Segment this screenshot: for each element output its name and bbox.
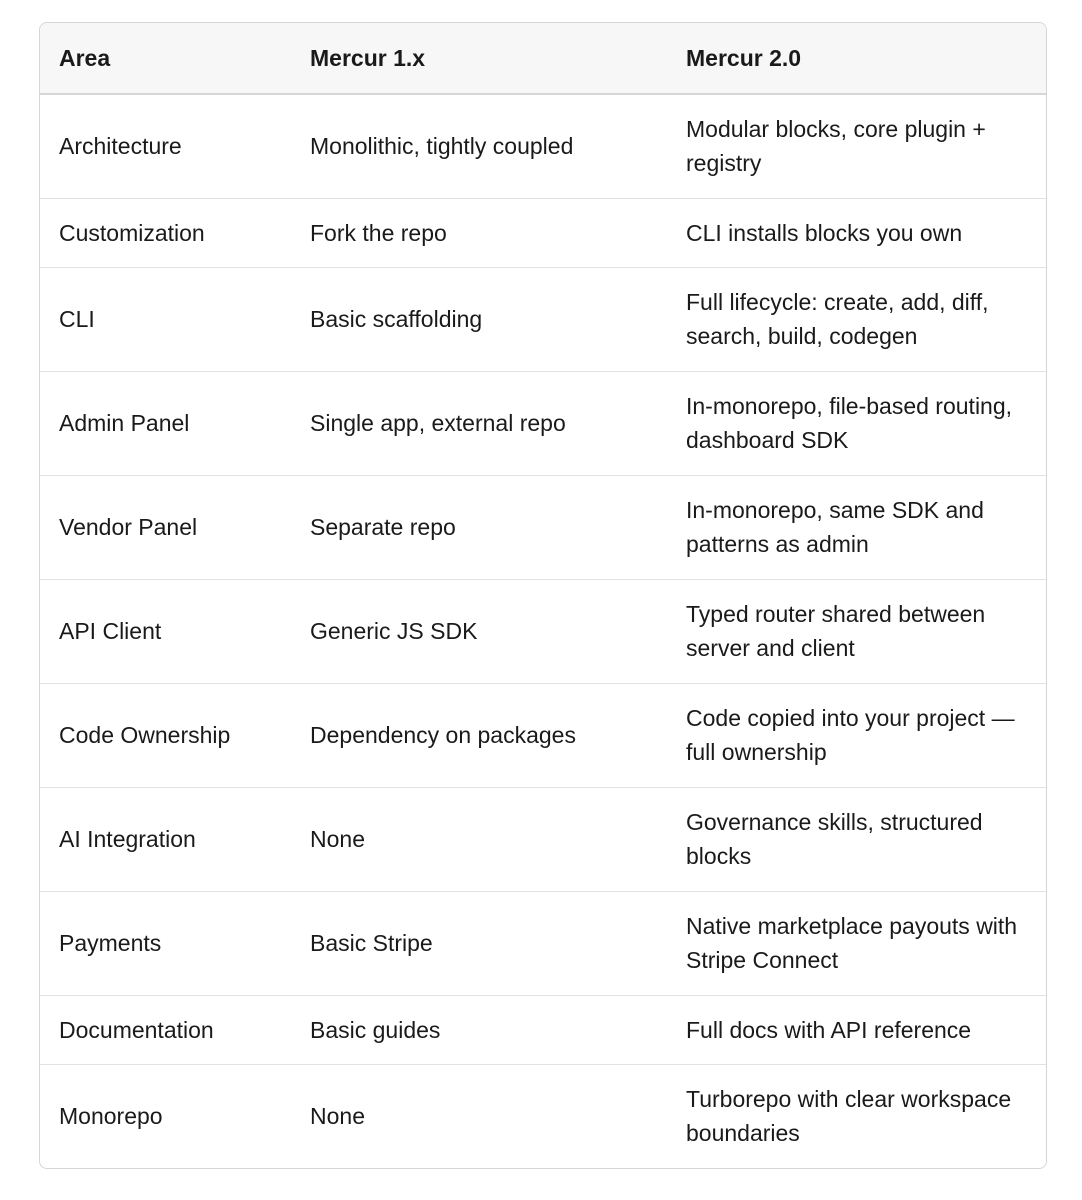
table-row (40, 579, 1046, 683)
cell-mercur-2: In-monorepo, file-based routing, dashboard SDK (667, 371, 1046, 475)
table-row (40, 198, 1046, 267)
cell-area: Documentation (40, 995, 291, 1064)
cell-area: AI Integration (40, 787, 291, 891)
comparison-table (40, 23, 1046, 1168)
cell-mercur-1x: Separate repo (291, 475, 667, 579)
cell-mercur-1x: None (310, 1103, 365, 1130)
comparison-table-container (39, 22, 1047, 1169)
table-row (40, 267, 1046, 371)
table-row (40, 891, 1046, 995)
cell-mercur-2: In-monorepo, same SDK and patterns as admin (667, 475, 1046, 579)
table-row (40, 683, 1046, 787)
cell-area: Monorepo (59, 1103, 163, 1130)
table-row (40, 787, 1046, 891)
cell-area: Customization (40, 198, 291, 267)
cell-area: Admin Panel (40, 371, 291, 475)
cell-area: Vendor Panel (40, 475, 291, 579)
cell-mercur-2: Code copied into your project — full ownership (667, 683, 1046, 787)
cell-area: API Client (40, 579, 291, 683)
cell-mercur-1x: None (291, 787, 667, 891)
cell-mercur-2: Full lifecycle: create, add, diff, search, build, codegen (667, 267, 1046, 371)
cell-mercur-2: Governance skills, structured blocks (667, 787, 1046, 891)
table-row (40, 995, 1046, 1064)
table-row (40, 1064, 1046, 1168)
cell-mercur-1x: Basic guides (291, 995, 667, 1064)
cell-mercur-2: Turborepo with clear workspace boundaries (686, 1086, 1012, 1147)
cell-mercur-1x: Fork the repo (291, 198, 667, 267)
cell-mercur-2: Full docs with API reference (667, 995, 1046, 1064)
header-area: Area (40, 23, 291, 94)
cell-mercur-1x: Basic Stripe (291, 891, 667, 995)
table-row (40, 94, 1046, 198)
table-header-row (40, 23, 1046, 94)
table-row (40, 371, 1046, 475)
cell-mercur-2: Typed router shared between server and client (667, 579, 1046, 683)
header-mercur-1x: Mercur 1.x (291, 23, 667, 94)
table-row (40, 475, 1046, 579)
cell-mercur-2: Native marketplace payouts with Stripe Connect (667, 891, 1046, 995)
cell-area: Architecture (40, 94, 291, 198)
cell-mercur-1x: Single app, external repo (291, 371, 667, 475)
cell-area: Payments (40, 891, 291, 995)
cell-mercur-1x: Generic JS SDK (291, 579, 667, 683)
cell-mercur-2: CLI installs blocks you own (667, 198, 1046, 267)
cell-mercur-1x: Monolithic, tightly coupled (291, 94, 667, 198)
cell-mercur-1x: Basic scaffolding (291, 267, 667, 371)
header-mercur-2: Mercur 2.0 (667, 23, 1046, 94)
cell-area: Code Ownership (40, 683, 291, 787)
cell-area: CLI (40, 267, 291, 371)
cell-mercur-2: Modular blocks, core plugin + registry (667, 94, 1046, 198)
cell-mercur-1x: Dependency on packages (291, 683, 667, 787)
